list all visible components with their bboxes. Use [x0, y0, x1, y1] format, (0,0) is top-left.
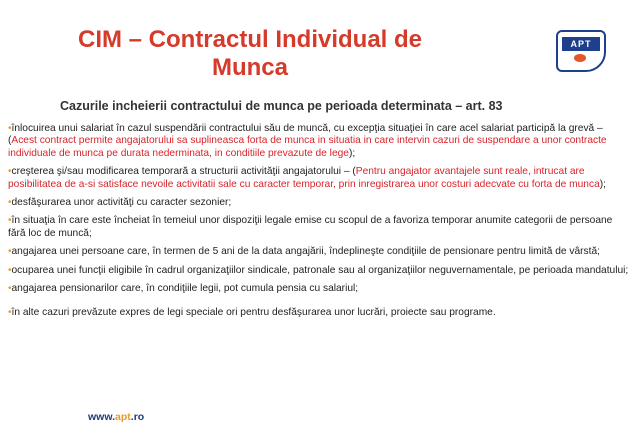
bullet-list: [8, 123, 632, 326]
footer-url-mid: apt: [115, 411, 131, 423]
bullet-icon: •: [8, 307, 12, 319]
item-text: angajarea unei persoane care, în termen de 5 ani de la data angajării, îndeplineşte condiţiile de pensionare pentru limită de vârstă;: [11, 246, 600, 258]
page-title: [40, 26, 460, 82]
title-line-1: CIM – Contractul Individual de: [77, 26, 423, 53]
list-item: [8, 197, 632, 209]
item-text: creşterea şi/sau modificarea temporară a structurii activităţii angajatorului – (: [11, 166, 356, 178]
bullet-icon: •: [8, 215, 12, 227]
footer-url-pre: www.: [88, 411, 116, 423]
item-text: desfăşurarea unor activităţi cu caracter sezonier;: [11, 197, 232, 209]
footer-url-post: .ro: [130, 411, 145, 423]
item-text: ocuparea unei funcţii eligibile în cadrul organizaţiilor sindicale, patronale sau al organizaţiilor neguvernamentale, pe perioada mandatului;: [11, 264, 629, 276]
item-text: angajarea pensionarilor care, în condiţiile legii, pot cumula pensia cu salariul;: [11, 283, 359, 295]
section-subtitle: Cazurile incheierii contractului de munca pe perioada determinata – art. 83: [60, 99, 503, 113]
list-item: [8, 265, 632, 277]
item-text: în alte cazuri prevăzute expres de legi speciale ori pentru desfăşurarea unor lucrări, proiecte sau programe.: [11, 307, 496, 319]
list-item: [8, 283, 632, 295]
list-item: [8, 215, 632, 240]
item-text: în situaţia în care este încheiat în temeiul unor dispoziţii legale emise cu scopul de a favoriza temporar anumite categorii de persoane fără loc de muncă;: [8, 215, 613, 239]
list-item: [8, 123, 632, 160]
item-note: Pentru angajator avantajele sunt reale, intrucat are posibilitatea de a-si satisface nevoile activitatii sale cu caracter temporar, prin inregistrarea unor costuri adecvate cu forta de munca: [8, 166, 600, 190]
logo-text: APT: [562, 37, 600, 51]
apt-logo: [556, 30, 606, 72]
list-item: [8, 246, 632, 258]
title-line-2: Munca: [211, 54, 288, 81]
bullet-icon: •: [8, 197, 12, 209]
item-note: Acest contract permite angajatorului sa suplineasca forta de munca in situatia in care intervin cazuri de suspendare a unor contracte individuale de munca pe durata nederminata, in conditiile prevazute de lege: [8, 135, 607, 159]
item-end: );: [348, 147, 356, 159]
bullet-icon: •: [8, 166, 12, 178]
footer-url[interactable]: [88, 411, 144, 423]
item-end: );: [599, 178, 606, 190]
list-item: [8, 307, 632, 319]
bullet-icon: •: [8, 246, 12, 258]
list-item: [8, 166, 632, 191]
item-text: înlocuirea unui salariat în cazul suspendării contractului său de muncă, cu excepţia situaţiei în care acel salariat participă la grevă – (: [8, 123, 603, 147]
bullet-icon: •: [8, 264, 12, 276]
logo-mark-icon: [574, 54, 586, 62]
bullet-icon: •: [8, 123, 12, 134]
bullet-icon: •: [8, 283, 12, 295]
